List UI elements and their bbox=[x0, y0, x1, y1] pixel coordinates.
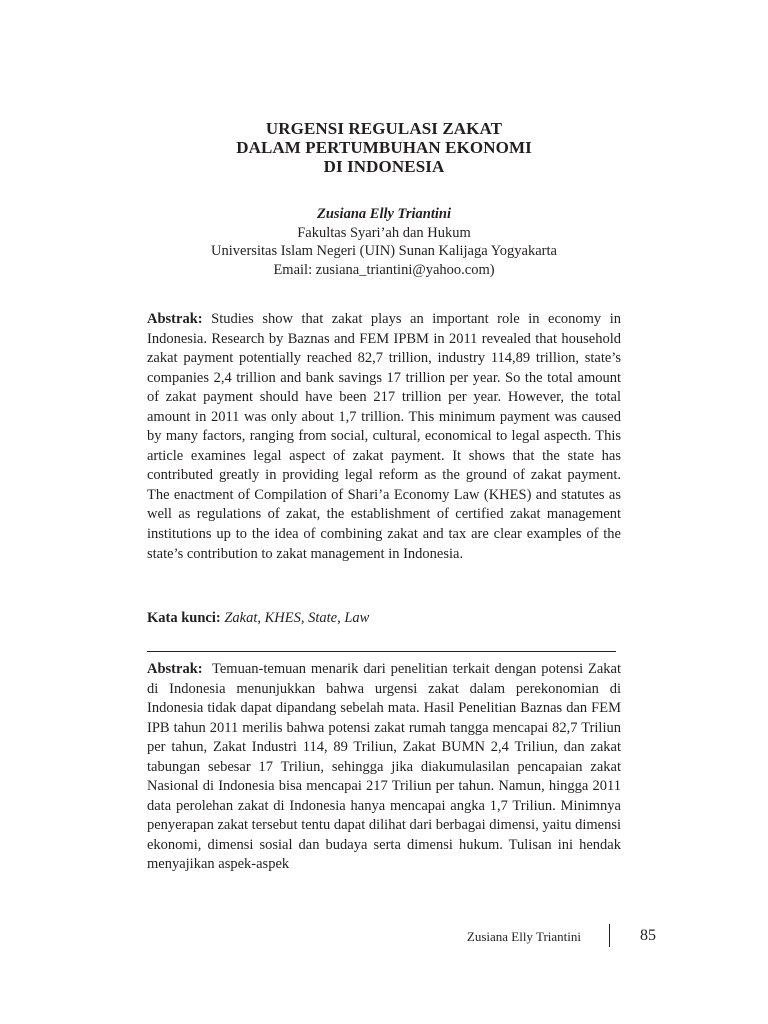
abstract-english bbox=[147, 310, 621, 564]
keywords-label: Kata kunci: bbox=[147, 610, 221, 626]
page-number: 85 bbox=[640, 927, 656, 944]
author-faculty: Fakultas Syari’ah dan Hukum bbox=[297, 224, 471, 241]
keywords-values: Zakat, KHES, State, Law bbox=[224, 610, 370, 626]
abstract-english-label: Abstrak: bbox=[147, 311, 203, 327]
keywords bbox=[147, 609, 621, 629]
footer-divider bbox=[609, 924, 610, 947]
abstract-english-text: Studies show that zakat plays an important role in economy in Indonesia. Research by Baznas and FEM IPBM in 2011 revealed that household zakat payment potentially reached 82,7 trillion, industry 114,89 trillion, state’s companies 2,4 trillion and bank savings 17 trillion per year. So the total amount of zakat payment should have been 217 trillion per year. However, the total amount in 2011 was only about 1,7 trillion. This minimum payment was caused by many factors, ranging from social, cultural, economical to legal aspecth. This article examines legal aspect of zakat payment. It shows that the state has contributed greatly in providing legal reform as the ground of zakat payment. The enactment of Compilation of Shari’a Economy Law (KHES) and statutes as well as regulations of zakat, the establishment of certified zakat management institutions up to the idea of combining zakat and tax are clear examples of the state’s contribution to zakat management in Indonesia. bbox=[147, 311, 621, 562]
title-line-1: URGENSI REGULASI ZAKAT bbox=[265, 119, 503, 138]
author-name: Zusiana Elly Triantini bbox=[316, 206, 452, 222]
abstract-indonesian bbox=[147, 660, 621, 875]
running-author: Zusiana Elly Triantini bbox=[466, 929, 581, 944]
title-line-2: DALAM PERTUMBUHAN EKONOMI bbox=[236, 138, 532, 157]
author-university: Universitas Islam Negeri (UIN) Sunan Kalijaga Yogyakarta bbox=[211, 243, 557, 259]
author-email: Email: zusiana_triantini@yahoo.com) bbox=[273, 261, 495, 278]
title-line-3: DI INDONESIA bbox=[323, 157, 445, 176]
abstract-indonesian-label: Abstrak: bbox=[147, 661, 203, 677]
abstract-indonesian-text: Temuan-temuan menarik dari penelitian terkait dengan potensi Zakat di Indonesia menunjukkan bahwa urgensi zakat dalam perekonomian di Indonesia tidak dapat dipandang sebelah mata. Hasil Penelitian Baznas dan FEM IPB tahun 2011 merilis bahwa potensi zakat rumah tangga mencapai 82,7 Triliun per tahun, Zakat Industri 114, 89 Triliun, Zakat BUMN 2,4 Triliun, dan zakat tabungan sebesar 17 Triliun, sehingga jika diakumulasilan pencapaian zakat Nasional di Indonesia bisa mencapai 217 Triliun per tahun. Namun, hingga 2011 data perolehan zakat di Indonesia hanya mencapai angka 1,7 Triliun. Minimnya penyerapan zakat tersebut tentu dapat dilihat dari berbagai dimensi, yaitu dimensi ekonomi, dimensi sosial dan budaya serta dimensi hukum. Tulisan ini hendak menyajikan aspek-aspek bbox=[147, 661, 621, 873]
section-divider bbox=[147, 651, 616, 652]
paper-title bbox=[0, 119, 768, 176]
author-block bbox=[0, 205, 768, 279]
